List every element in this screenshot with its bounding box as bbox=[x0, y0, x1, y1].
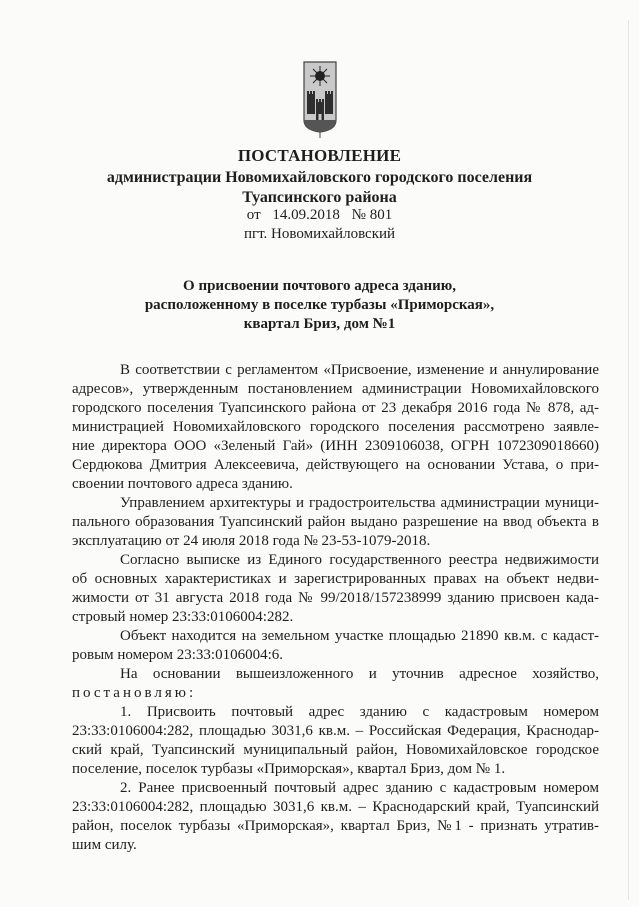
date-number-line bbox=[0, 207, 639, 224]
body-line: Согласно выписке из Единого государственного реестра недвижимости bbox=[120, 552, 599, 568]
body-line: пального образования Туапсинский район выдано разрешение на ввод объекта в bbox=[72, 514, 599, 530]
body-line: городского поселения Туапсинского района от 23 декабря 2016 года № 878, ад- bbox=[72, 400, 599, 416]
body-line: На основании вышеизложенного и уточнив адресное хозяйство, bbox=[120, 666, 599, 682]
body-line: Объект находится на земельном участке площадью 21890 кв.м. с кадаст- bbox=[120, 628, 599, 644]
body-line: стровый номер 23:33:0106004:282. bbox=[72, 609, 294, 625]
paragraph bbox=[72, 627, 599, 665]
paragraph bbox=[72, 665, 599, 703]
document-subject bbox=[0, 277, 639, 334]
body-line: 1. Присвоить почтовый адрес зданию с кадастровым номером bbox=[120, 704, 599, 720]
subject-line: квартал Бриз, дом №1 bbox=[243, 316, 396, 332]
body-line: шим силу. bbox=[72, 837, 137, 853]
subject-line: расположенному в поселке турбазы «Приморская», bbox=[144, 297, 495, 313]
resolution-item bbox=[72, 703, 599, 779]
document-title: ПОСТАНОВЛЕНИЕ bbox=[237, 146, 402, 165]
body-line: жимости от 31 августа 2018 года № 99/2018/157238999 зданию присвоен када- bbox=[72, 590, 599, 606]
body-line: ние директора ООО «Зеленый Гай» (ИНН 2309106038, ОГРН 1072309018660) bbox=[72, 438, 599, 454]
body-line: адресов», утвержденным постановлением администрации Новомихайловского bbox=[72, 381, 599, 397]
body-line: Сердюкова Дмитрия Алексеевича, действующего на основании Устава, о при- bbox=[72, 457, 599, 473]
document-place: пгт. Новомихайловский bbox=[243, 226, 396, 242]
body-line: ский край, Туапсинский муниципальный район, Новомихайловское городское bbox=[72, 742, 599, 758]
subject-line: О присвоении почтового адреса зданию, bbox=[183, 278, 456, 294]
paragraph bbox=[72, 551, 599, 627]
body-line: ровым номером 23:33:0106004:6. bbox=[72, 647, 284, 663]
document-number: № 801 bbox=[351, 207, 393, 223]
issuer-line-1: администрации Новомихайловского городского поселения bbox=[106, 169, 533, 186]
issuer-line-2: Туапсинского района bbox=[242, 189, 397, 206]
coat-of-arms-icon bbox=[302, 60, 338, 142]
body-line: Управлением архитектуры и градостроительства администрации муници- bbox=[120, 495, 599, 511]
document-body bbox=[72, 361, 599, 855]
body-line: В соответствии с регламентом «Присвоение, изменение и аннулирование bbox=[120, 362, 599, 378]
body-line: поселение, поселок турбазы «Приморская», квартал Бриз, дом № 1. bbox=[72, 761, 506, 777]
body-line: об основных характеристиках и зарегистрированных правах на объект недви- bbox=[72, 571, 599, 587]
document-date: 14.09.2018 bbox=[272, 207, 340, 223]
body-line: своении почтового адреса зданию. bbox=[72, 476, 293, 492]
body-line: 23:33:0106004:282, площадью 3031,6 кв.м. – Российская Федерация, Краснодар- bbox=[72, 723, 599, 739]
date-prefix: от bbox=[246, 207, 261, 223]
resolve-word: постановляю: bbox=[72, 685, 197, 701]
body-line: 23:33:0106004:282, площадью 3031,6 кв.м. – Краснодарский край, Туапсинский bbox=[72, 799, 599, 815]
paragraph bbox=[72, 494, 599, 551]
body-line: район, поселок турбазы «Приморская», квартал Бриз, №1 - признать утратив- bbox=[72, 818, 599, 834]
resolution-item bbox=[72, 779, 599, 855]
body-line: эксплуатацию от 24 июля 2018 года № 23-53-1079-2018. bbox=[72, 533, 431, 549]
paragraph bbox=[72, 361, 599, 494]
body-line: 2. Ранее присвоенный почтовый адрес зданию с кадастровым номером bbox=[120, 780, 599, 796]
body-line: министрацией Новомихайловского городского поселения рассмотрено заявле- bbox=[72, 419, 599, 435]
